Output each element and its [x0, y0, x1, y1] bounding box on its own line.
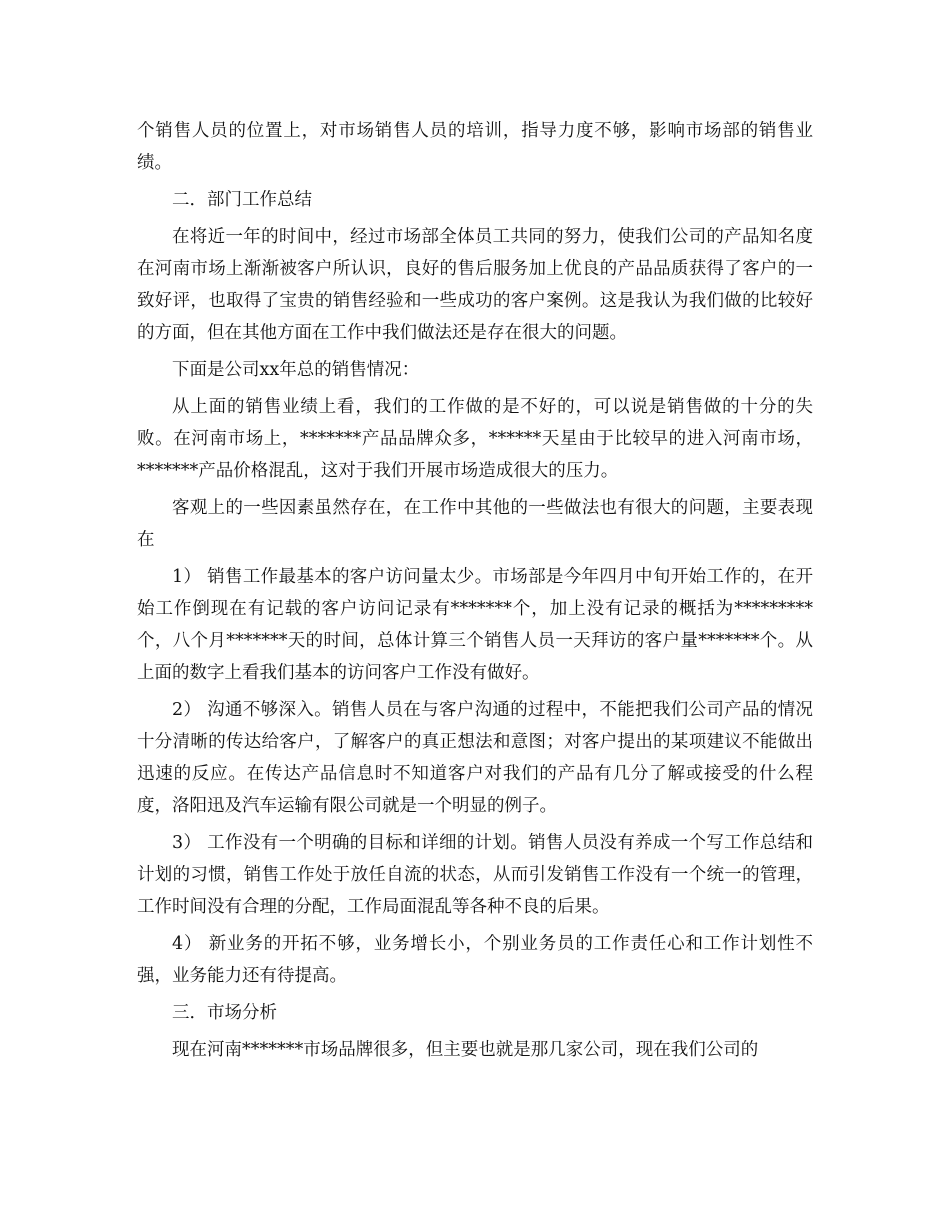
paragraph-market-analysis: 现在河南*******市场品牌很多，但主要也就是那几家公司，现在我们公司的: [172, 1040, 759, 1060]
section-heading-department-summary: 二．部门工作总结: [172, 190, 312, 210]
list-item-communication: 2） 沟通不够深入。销售人员在与客户沟通的过程中，不能把我们公司产品的情况十分清晰的传达给客户，了解客户的真正想法和意图；对客户提出的某项建议不能做出迅速的反应。在传达产品信息时不知道客户对我们的产品有几分了解或接受的什么程度，洛阳迅及汽车运输有限公司就是一个明显的例子。: [137, 700, 813, 816]
list-item-new-business: 4） 新业务的开拓不够，业务增长小，个别业务员的工作责任心和工作计划性不强，业务能力还有待提高。: [137, 934, 813, 986]
paragraph-summary: 在将近一年的时间中，经过市场部全体员工共同的努力，使我们公司的产品知名度在河南市场上渐渐被客户所认识，良好的售后服务加上优良的产品品质获得了客户的一致好评，也取得了宝贵的销售经验和一些成功的客户案例。这是我认为我们做的比较好的方面，但在其他方面在工作中我们做法还是存在很大的问题。: [137, 227, 813, 343]
paragraph-sales-performance: 从上面的销售业绩上看，我们的工作做的是不好的，可以说是销售做的十分的失败。在河南市场上，*******产品品牌众多，******天星由于比较早的进入河南市场，*******产品价格混乱，这对于我们开展市场造成很大的压力。: [137, 397, 813, 481]
paragraph-sales-intro: 下面是公司xx年总的销售情况：: [172, 360, 420, 380]
list-item-visits: 1） 销售工作最基本的客户访问量太少。市场部是今年四月中旬开始工作的，在开始工作倒现在有记载的客户访问记录有*******个，加上没有记录的概括为*********个，八个月*******天的时间，总体计算三个销售人员一天拜访的客户量*******个。从上面的数字上看我们基本的访问客户工作没有做好。: [137, 567, 813, 683]
paragraph-continuation: 个销售人员的位置上，对市场销售人员的培训，指导力度不够，影响市场部的销售业绩。: [137, 121, 813, 173]
list-item-planning: 3） 工作没有一个明确的目标和详细的计划。销售人员没有养成一个写工作总结和计划的习惯，销售工作处于放任自流的状态，从而引发销售工作没有一个统一的管理，工作时间没有合理的分配，工作局面混乱等各种不良的后果。: [137, 833, 813, 917]
paragraph-problems-intro: 客观上的一些因素虽然存在，在工作中其他的一些做法也有很大的问题，主要表现在: [137, 498, 813, 550]
section-heading-market-analysis: 三．市场分析: [172, 1003, 277, 1023]
document-body: [137, 115, 813, 1071]
